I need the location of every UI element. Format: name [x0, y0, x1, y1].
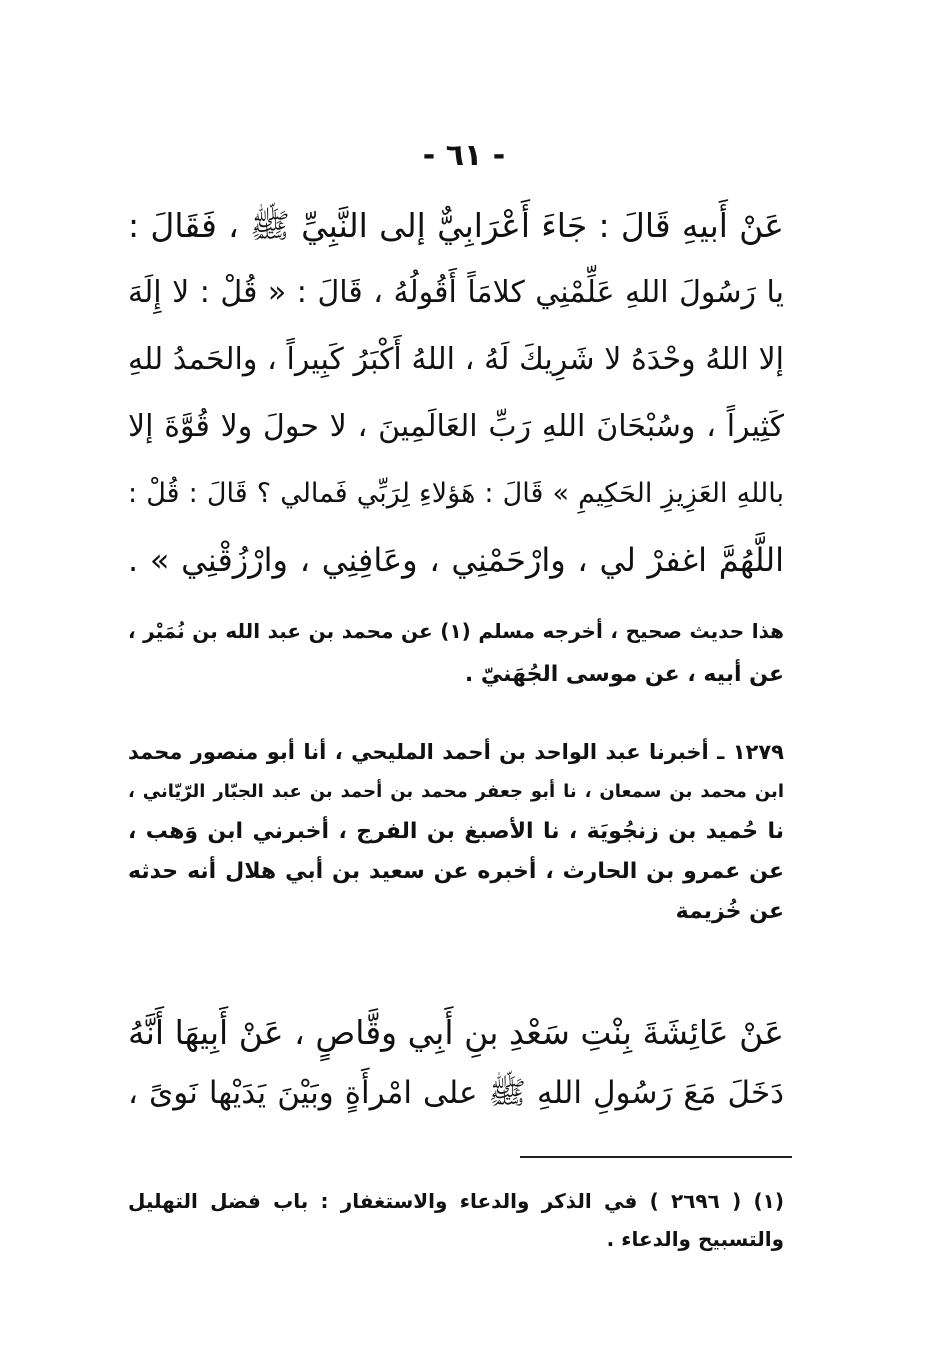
text-line: يا رَسُولَ اللهِ عَلِّمْنِي كلامَاً أَقُولُهُ ، قَالَ : « قُلْ : لا إِلَهَ — [128, 275, 784, 310]
text-line: اللَّهُمَّ اغفرْ لي ، وارْحَمْنِي ، وعَافِنِي ، وارْزُقْنِي » . — [128, 541, 784, 579]
isnad-line: ١٢٧٩ ـ أخبرنا عبد الواحد بن أحمد المليحي ، أنا أبو منصور محمد — [128, 740, 784, 764]
text-line: باللهِ العَزِيزِ الحَكِيمِ » قَالَ : هَؤلاءِ لِرَبِّي فَمالي ؟ قَالَ : قُلْ : — [128, 478, 784, 509]
isnad-line: ابن محمد بن سمعان ، نا أبو جعفر محمد بن أحمد بن عبد الجبّار الرّيّاني ، — [128, 781, 784, 802]
footnote-line: (١) ( ٢٦٩٦ ) في الذكر والدعاء والاستغفار : باب فضل التهليل — [128, 1189, 784, 1213]
commentary-line: هذا حديث صحيح ، أخرجه مسلم (١) عن محمد بن عبد الله بن نُمَيْر ، — [128, 619, 784, 643]
isnad-line: نا حُميد بن زنجُويَة ، نا الأصبغ بن الفرج ، أخبرني ابن وَهب ، — [128, 819, 784, 844]
isnad-chain — [128, 732, 784, 932]
page-number: - ٦١ - — [422, 138, 506, 173]
footnote-divider — [520, 1156, 792, 1158]
text-line: عَنْ عَائِشَةَ بِنْتِ سَعْدِ بنِ أَبِي وقَّاصٍ ، عَنْ أَبِيهَا أَنَّهُ — [128, 1013, 784, 1052]
commentary-line: عن أبيه ، عن موسى الجُهَنيّ . — [464, 662, 784, 687]
text-line: إلا اللهُ وحْدَهُ لا شَرِيكَ لَهُ ، اللهُ أَكْبَرُ كَبِيراً ، والحَمدُ للهِ — [128, 342, 784, 377]
isnad-line: عن خُزيمة — [675, 899, 784, 924]
text-line: كَثِيراً ، وسُبْحَانَ اللهِ رَبِّ العَالَمِينَ ، لا حولَ ولا قُوَّةَ إلا — [128, 409, 784, 444]
footnote — [128, 1182, 784, 1258]
isnad-line: عن عمرو بن الحارث ، أخبره عن سعيد بن أبي هلال أنه حدثه — [128, 859, 784, 884]
text-line: دَخَلَ مَعَ رَسُولِ اللهِ ﷺ على امْرأَةٍ وبَيْنَ يَدَيْها نَوىً ، — [128, 1075, 784, 1111]
footnote-line: والتسبيح والدعاء . — [606, 1227, 784, 1251]
hadith-text — [128, 192, 784, 594]
commentary — [128, 609, 784, 697]
text-line: عَنْ أَبيهِ قَالَ : جَاءَ أَعْرَابِيٌّ إلى النَّبِيِّ ﷺ ، فَقَالَ : — [128, 206, 784, 245]
hadith-text-2 — [128, 1003, 784, 1123]
